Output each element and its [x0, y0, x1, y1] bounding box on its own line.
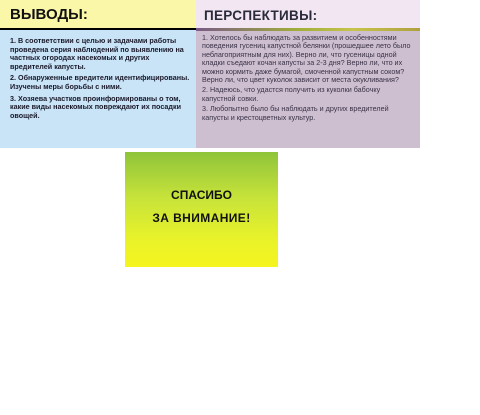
conclusion-item-2b: Изучены меры борьбы с ними.: [10, 81, 122, 91]
perspective-item-3: 3. Любопытно было бы наблюдать и других вредителей капусты и крестоцветных культур.: [202, 104, 389, 122]
perspective-item-1: 1. Хотелось бы наблюдать за развитием и особенностями поведения гусениц капустной белянки (прошедшее лето было неблагоприятным для них). Верно ли, что гусеницы одной кладки съедают кочан капусты за 2-3 дня? Верно ли, что их можно кормить даже бумагой, смоченной капустным соком? Верно ли, что цвет куколок зависит от места окукливания?: [202, 33, 411, 85]
thanks-line-1: СПАСИБО: [171, 188, 232, 202]
conclusion-item-3: 3. Хозяева участков проинформированы о том, какие виды насекомых повреждают их посадки овощей.: [10, 93, 182, 120]
conclusions-divider: [0, 28, 196, 30]
conclusions-panel: [0, 0, 196, 148]
perspectives-divider: [196, 28, 420, 31]
perspectives-list: [202, 34, 414, 124]
conclusions-list: [10, 37, 193, 123]
thanks-line-2: ЗА ВНИМАНИЕ!: [152, 211, 251, 225]
thanks-box: [125, 152, 278, 267]
conclusion-item-1: 1. В соответствии с целью и задачами работы проведена серия наблюдений по выявлению на частных огородах насекомых и других вредителей капусты.: [10, 36, 184, 71]
conclusions-title: ВЫВОДЫ:: [10, 6, 88, 23]
perspective-item-2: 2. Надеюсь, что удастся получить из куколки бабочку капустной совки.: [202, 85, 381, 103]
perspectives-panel: [196, 0, 420, 148]
perspectives-header: [196, 0, 420, 28]
perspectives-title: ПЕРСПЕКТИВЫ:: [204, 8, 318, 23]
conclusions-header: [0, 0, 196, 28]
conclusion-item-2: 2. Обнаруженные вредители идентифицированы.: [10, 73, 190, 83]
